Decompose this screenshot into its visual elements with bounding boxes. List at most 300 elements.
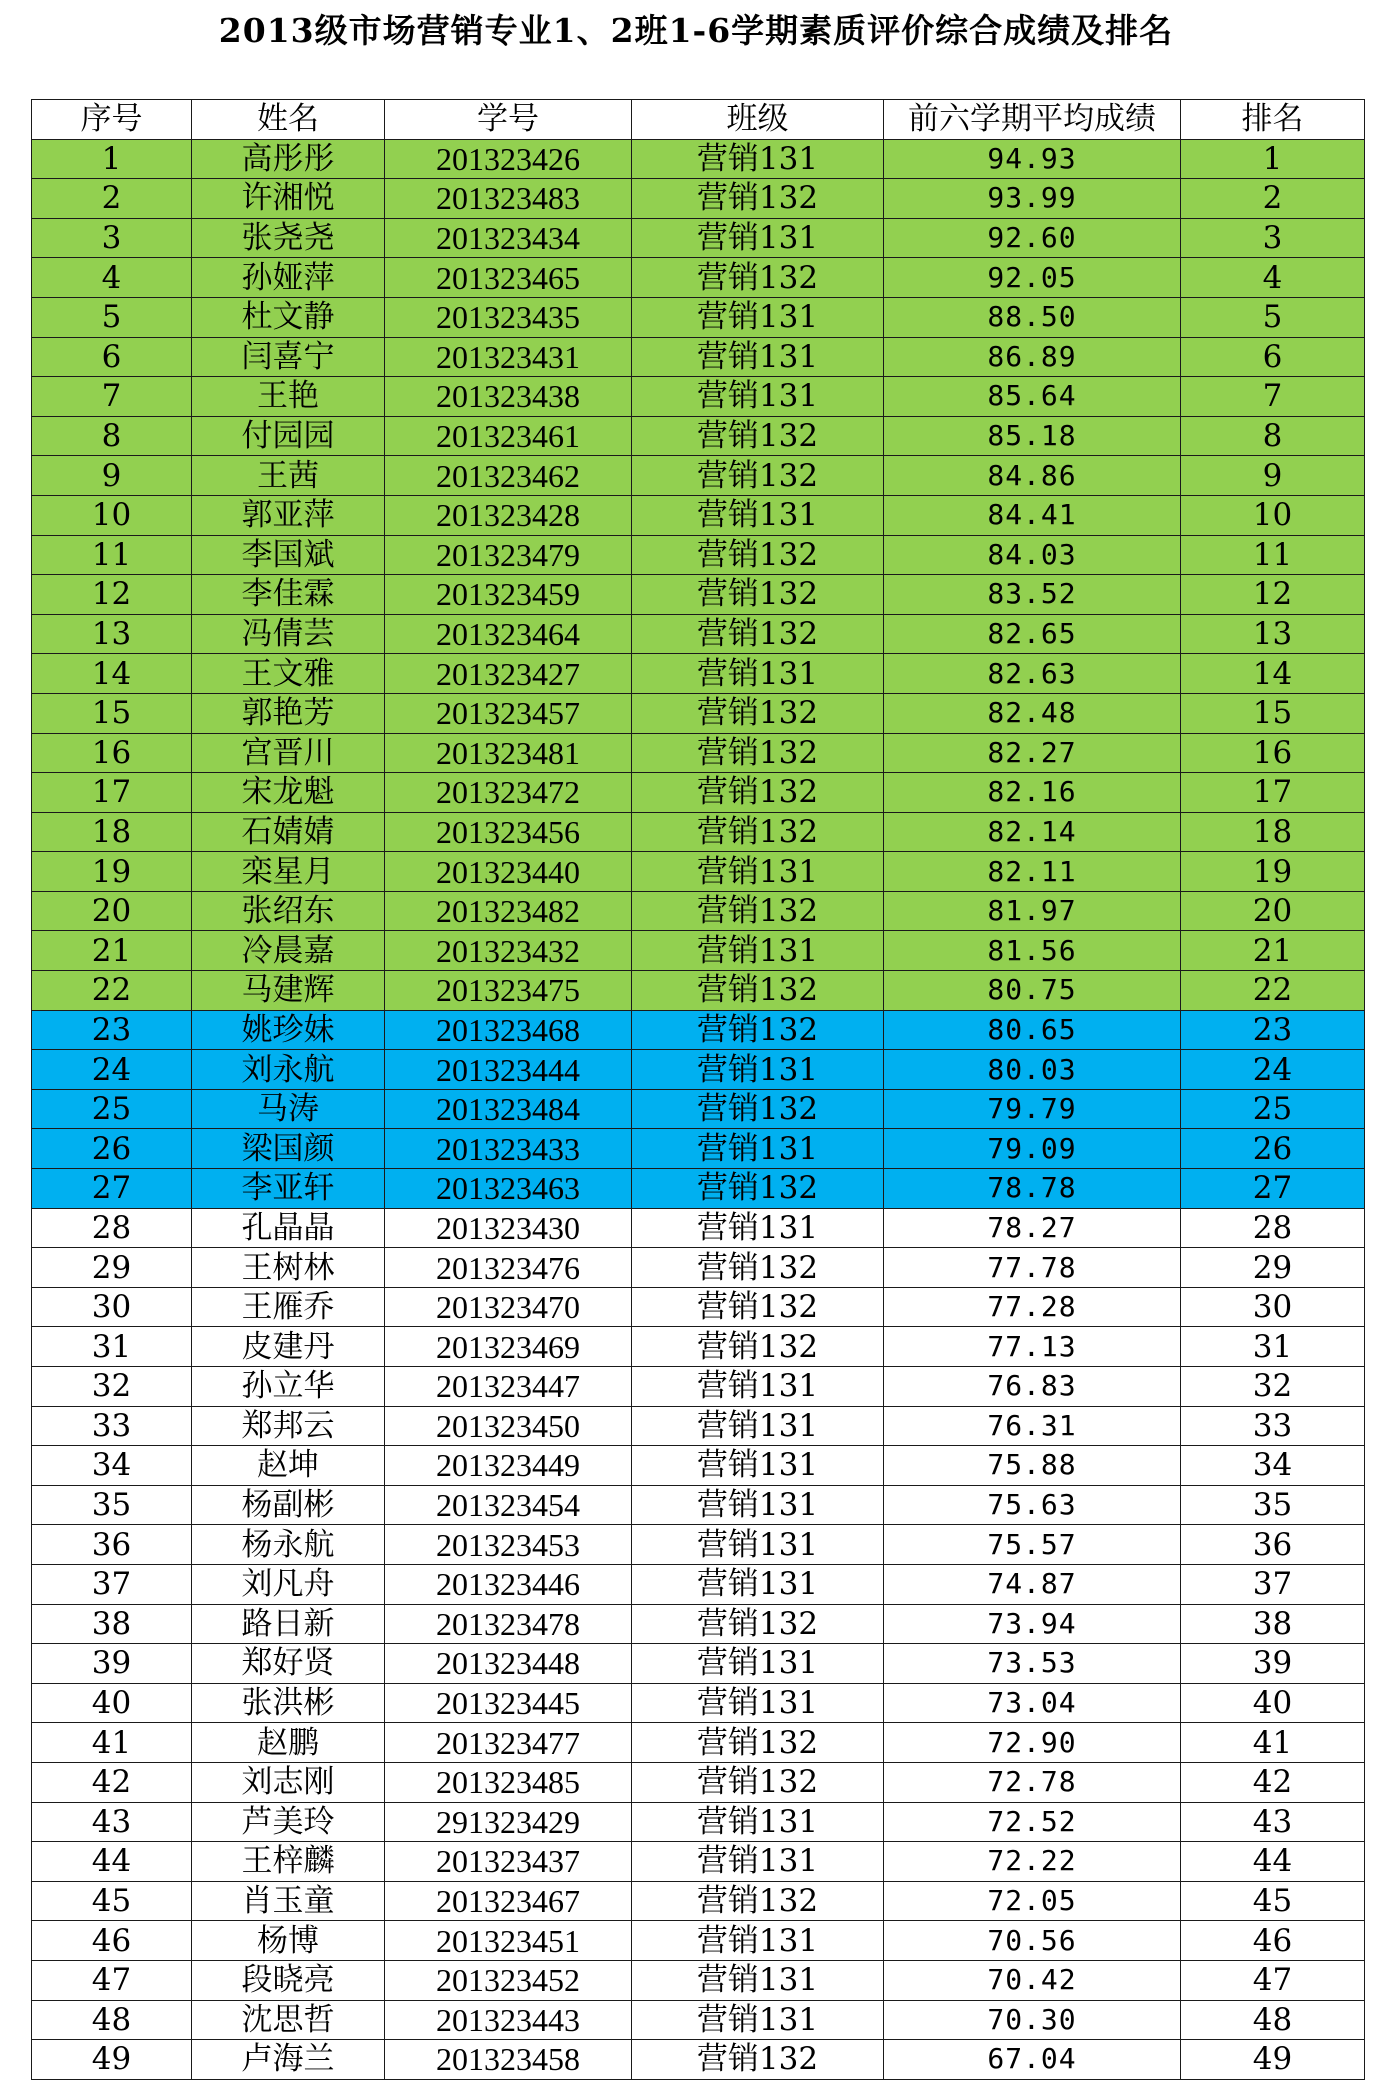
table-row	[32, 535, 1365, 575]
col-header-average: 前六学期平均成绩	[884, 100, 1181, 140]
cell-class: 营销131	[632, 931, 884, 971]
cell-rank: 28	[1181, 1208, 1365, 1248]
cell-average: 72.05	[884, 1881, 1181, 1921]
cell-name: 赵鹏	[192, 1723, 385, 1763]
cell-student-id: 201323479	[385, 535, 632, 575]
cell-name: 高彤彤	[192, 139, 385, 179]
cell-rank: 4	[1181, 258, 1365, 298]
cell-student-id: 201323433	[385, 1129, 632, 1169]
table-row	[32, 1010, 1365, 1050]
cell-rank: 33	[1181, 1406, 1365, 1446]
cell-seq: 40	[32, 1683, 192, 1723]
cell-average: 84.86	[884, 456, 1181, 496]
cell-student-id: 201323458	[385, 2040, 632, 2080]
cell-student-id: 201323470	[385, 1287, 632, 1327]
cell-seq: 14	[32, 654, 192, 694]
cell-class: 营销132	[632, 179, 884, 219]
cell-name: 皮建丹	[192, 1327, 385, 1367]
cell-student-id: 201323434	[385, 218, 632, 258]
cell-seq: 18	[32, 812, 192, 852]
cell-rank: 38	[1181, 1604, 1365, 1644]
cell-seq: 24	[32, 1050, 192, 1090]
cell-name: 李亚轩	[192, 1169, 385, 1209]
cell-rank: 16	[1181, 733, 1365, 773]
cell-student-id: 201323462	[385, 456, 632, 496]
cell-rank: 23	[1181, 1010, 1365, 1050]
cell-rank: 9	[1181, 456, 1365, 496]
table-row	[32, 1446, 1365, 1486]
cell-rank: 14	[1181, 654, 1365, 694]
cell-student-id: 201323461	[385, 416, 632, 456]
table-row	[32, 1723, 1365, 1763]
cell-seq: 30	[32, 1287, 192, 1327]
cell-class: 营销131	[632, 1208, 884, 1248]
cell-rank: 24	[1181, 1050, 1365, 1090]
cell-rank: 22	[1181, 971, 1365, 1011]
cell-student-id: 201323472	[385, 773, 632, 813]
cell-rank: 21	[1181, 931, 1365, 971]
table-row	[32, 1644, 1365, 1684]
cell-name: 段晓亮	[192, 1960, 385, 2000]
cell-name: 郭艳芳	[192, 693, 385, 733]
cell-name: 许湘悦	[192, 179, 385, 219]
cell-average: 82.16	[884, 773, 1181, 813]
cell-average: 74.87	[884, 1564, 1181, 1604]
cell-average: 82.11	[884, 852, 1181, 892]
cell-class: 营销132	[632, 1762, 884, 1802]
table-row	[32, 891, 1365, 931]
cell-class: 营销131	[632, 1485, 884, 1525]
cell-name: 杜文静	[192, 297, 385, 337]
cell-class: 营销132	[632, 2040, 884, 2080]
cell-name: 杨博	[192, 1921, 385, 1961]
cell-seq: 1	[32, 139, 192, 179]
cell-student-id: 201323432	[385, 931, 632, 971]
cell-student-id: 201323476	[385, 1248, 632, 1288]
cell-average: 86.89	[884, 337, 1181, 377]
cell-name: 王梓麟	[192, 1842, 385, 1882]
cell-class: 营销132	[632, 456, 884, 496]
cell-average: 81.56	[884, 931, 1181, 971]
cell-rank: 15	[1181, 693, 1365, 733]
table-row	[32, 456, 1365, 496]
cell-class: 营销131	[632, 1960, 884, 2000]
cell-average: 70.56	[884, 1921, 1181, 1961]
cell-class: 营销132	[632, 1604, 884, 1644]
table-row	[32, 812, 1365, 852]
cell-seq: 48	[32, 2000, 192, 2040]
cell-average: 70.30	[884, 2000, 1181, 2040]
cell-name: 张绍东	[192, 891, 385, 931]
cell-rank: 31	[1181, 1327, 1365, 1367]
cell-average: 84.03	[884, 535, 1181, 575]
cell-seq: 46	[32, 1921, 192, 1961]
table-row	[32, 1802, 1365, 1842]
table-row	[32, 495, 1365, 535]
cell-average: 78.27	[884, 1208, 1181, 1248]
cell-rank: 30	[1181, 1287, 1365, 1327]
cell-average: 81.97	[884, 891, 1181, 931]
cell-student-id: 201323437	[385, 1842, 632, 1882]
cell-seq: 9	[32, 456, 192, 496]
cell-average: 72.22	[884, 1842, 1181, 1882]
cell-class: 营销131	[632, 1842, 884, 1882]
cell-average: 79.79	[884, 1089, 1181, 1129]
table-row	[32, 1564, 1365, 1604]
cell-class: 营销132	[632, 1881, 884, 1921]
cell-name: 冷晨嘉	[192, 931, 385, 971]
cell-rank: 42	[1181, 1762, 1365, 1802]
table-row	[32, 1208, 1365, 1248]
cell-rank: 6	[1181, 337, 1365, 377]
table-row	[32, 654, 1365, 694]
cell-average: 77.28	[884, 1287, 1181, 1327]
cell-average: 85.18	[884, 416, 1181, 456]
cell-seq: 19	[32, 852, 192, 892]
table-row	[32, 1485, 1365, 1525]
cell-seq: 5	[32, 297, 192, 337]
cell-name: 闫喜宁	[192, 337, 385, 377]
cell-class: 营销131	[632, 1644, 884, 1684]
cell-student-id: 201323428	[385, 495, 632, 535]
table-row	[32, 297, 1365, 337]
cell-average: 70.42	[884, 1960, 1181, 2000]
cell-rank: 18	[1181, 812, 1365, 852]
table-row	[32, 139, 1365, 179]
cell-student-id: 201323447	[385, 1367, 632, 1407]
cell-seq: 8	[32, 416, 192, 456]
cell-rank: 47	[1181, 1960, 1365, 2000]
cell-student-id: 201323457	[385, 693, 632, 733]
cell-rank: 17	[1181, 773, 1365, 813]
cell-class: 营销132	[632, 1089, 884, 1129]
cell-average: 92.05	[884, 258, 1181, 298]
cell-class: 营销132	[632, 1327, 884, 1367]
cell-average: 93.99	[884, 179, 1181, 219]
cell-average: 82.63	[884, 654, 1181, 694]
cell-class: 营销132	[632, 1169, 884, 1209]
cell-class: 营销131	[632, 1683, 884, 1723]
cell-seq: 7	[32, 377, 192, 417]
cell-name: 宫晋川	[192, 733, 385, 773]
cell-average: 94.93	[884, 139, 1181, 179]
cell-class: 营销132	[632, 891, 884, 931]
table-row	[32, 1604, 1365, 1644]
cell-seq: 45	[32, 1881, 192, 1921]
table-row	[32, 179, 1365, 219]
cell-average: 80.75	[884, 971, 1181, 1011]
table-row	[32, 1406, 1365, 1446]
cell-student-id: 201323448	[385, 1644, 632, 1684]
cell-class: 营销131	[632, 1406, 884, 1446]
table-row	[32, 852, 1365, 892]
cell-class: 营销131	[632, 1564, 884, 1604]
cell-average: 72.90	[884, 1723, 1181, 1763]
cell-rank: 37	[1181, 1564, 1365, 1604]
cell-class: 营销131	[632, 218, 884, 258]
cell-average: 88.50	[884, 297, 1181, 337]
cell-seq: 34	[32, 1446, 192, 1486]
table-row	[32, 1367, 1365, 1407]
cell-seq: 25	[32, 1089, 192, 1129]
cell-class: 营销131	[632, 1129, 884, 1169]
cell-seq: 4	[32, 258, 192, 298]
cell-name: 石婧婧	[192, 812, 385, 852]
cell-rank: 2	[1181, 179, 1365, 219]
cell-seq: 20	[32, 891, 192, 931]
cell-student-id: 201323450	[385, 1406, 632, 1446]
table-row	[32, 1762, 1365, 1802]
cell-seq: 37	[32, 1564, 192, 1604]
cell-class: 营销131	[632, 1050, 884, 1090]
cell-name: 赵坤	[192, 1446, 385, 1486]
cell-student-id: 201323468	[385, 1010, 632, 1050]
cell-student-id: 201323431	[385, 337, 632, 377]
cell-average: 79.09	[884, 1129, 1181, 1169]
cell-student-id: 201323435	[385, 297, 632, 337]
cell-class: 营销132	[632, 773, 884, 813]
table-row	[32, 2040, 1365, 2080]
cell-average: 85.64	[884, 377, 1181, 417]
cell-student-id: 201323446	[385, 1564, 632, 1604]
cell-name: 郑邦云	[192, 1406, 385, 1446]
cell-rank: 13	[1181, 614, 1365, 654]
cell-rank: 32	[1181, 1367, 1365, 1407]
cell-rank: 36	[1181, 1525, 1365, 1565]
col-header-student-id: 学号	[385, 100, 632, 140]
cell-class: 营销132	[632, 416, 884, 456]
table-body	[32, 139, 1365, 2079]
cell-average: 77.78	[884, 1248, 1181, 1288]
cell-student-id: 291323429	[385, 1802, 632, 1842]
cell-rank: 40	[1181, 1683, 1365, 1723]
cell-student-id: 201323459	[385, 575, 632, 615]
cell-average: 80.65	[884, 1010, 1181, 1050]
cell-rank: 3	[1181, 218, 1365, 258]
cell-seq: 3	[32, 218, 192, 258]
cell-class: 营销131	[632, 495, 884, 535]
cell-seq: 29	[32, 1248, 192, 1288]
cell-seq: 15	[32, 693, 192, 733]
cell-student-id: 201323451	[385, 1921, 632, 1961]
cell-name: 杨副彬	[192, 1485, 385, 1525]
cell-student-id: 201323438	[385, 377, 632, 417]
cell-name: 姚珍妹	[192, 1010, 385, 1050]
cell-name: 沈思哲	[192, 2000, 385, 2040]
cell-rank: 1	[1181, 139, 1365, 179]
cell-average: 77.13	[884, 1327, 1181, 1367]
cell-rank: 39	[1181, 1644, 1365, 1684]
table-row	[32, 1327, 1365, 1367]
cell-seq: 2	[32, 179, 192, 219]
cell-class: 营销132	[632, 971, 884, 1011]
cell-rank: 8	[1181, 416, 1365, 456]
cell-student-id: 201323477	[385, 1723, 632, 1763]
cell-seq: 33	[32, 1406, 192, 1446]
cell-class: 营销131	[632, 1525, 884, 1565]
cell-seq: 28	[32, 1208, 192, 1248]
cell-average: 72.52	[884, 1802, 1181, 1842]
cell-rank: 5	[1181, 297, 1365, 337]
cell-seq: 31	[32, 1327, 192, 1367]
cell-seq: 35	[32, 1485, 192, 1525]
cell-class: 营销131	[632, 1921, 884, 1961]
table-row	[32, 2000, 1365, 2040]
cell-seq: 32	[32, 1367, 192, 1407]
table-row	[32, 337, 1365, 377]
cell-name: 王树林	[192, 1248, 385, 1288]
cell-student-id: 201323444	[385, 1050, 632, 1090]
table-row	[32, 1089, 1365, 1129]
cell-student-id: 201323475	[385, 971, 632, 1011]
cell-seq: 43	[32, 1802, 192, 1842]
cell-seq: 49	[32, 2040, 192, 2080]
cell-student-id: 201323449	[385, 1446, 632, 1486]
cell-rank: 11	[1181, 535, 1365, 575]
cell-seq: 39	[32, 1644, 192, 1684]
cell-seq: 13	[32, 614, 192, 654]
cell-rank: 12	[1181, 575, 1365, 615]
cell-name: 王文雅	[192, 654, 385, 694]
cell-average: 73.04	[884, 1683, 1181, 1723]
cell-rank: 41	[1181, 1723, 1365, 1763]
cell-name: 刘凡舟	[192, 1564, 385, 1604]
cell-seq: 47	[32, 1960, 192, 2000]
cell-seq: 12	[32, 575, 192, 615]
col-header-class: 班级	[632, 100, 884, 140]
cell-average: 75.57	[884, 1525, 1181, 1565]
cell-class: 营销131	[632, 337, 884, 377]
cell-class: 营销132	[632, 535, 884, 575]
cell-rank: 29	[1181, 1248, 1365, 1288]
table-row	[32, 1881, 1365, 1921]
cell-average: 82.14	[884, 812, 1181, 852]
table-row	[32, 1169, 1365, 1209]
cell-name: 栾星月	[192, 852, 385, 892]
table-row	[32, 773, 1365, 813]
cell-name: 马建辉	[192, 971, 385, 1011]
cell-class: 营销132	[632, 258, 884, 298]
cell-average: 75.63	[884, 1485, 1181, 1525]
cell-average: 82.65	[884, 614, 1181, 654]
cell-name: 杨永航	[192, 1525, 385, 1565]
cell-class: 营销131	[632, 654, 884, 694]
cell-average: 73.53	[884, 1644, 1181, 1684]
cell-student-id: 201323483	[385, 179, 632, 219]
cell-name: 王茜	[192, 456, 385, 496]
cell-student-id: 201323465	[385, 258, 632, 298]
cell-class: 营销132	[632, 575, 884, 615]
table-row	[32, 377, 1365, 417]
table-row	[32, 1525, 1365, 1565]
cell-student-id: 201323426	[385, 139, 632, 179]
cell-class: 营销132	[632, 1287, 884, 1327]
cell-seq: 26	[32, 1129, 192, 1169]
cell-student-id: 201323463	[385, 1169, 632, 1209]
cell-average: 82.48	[884, 693, 1181, 733]
table-row	[32, 1842, 1365, 1882]
cell-class: 营销131	[632, 1367, 884, 1407]
cell-seq: 27	[32, 1169, 192, 1209]
cell-average: 75.88	[884, 1446, 1181, 1486]
cell-student-id: 201323427	[385, 654, 632, 694]
cell-name: 孙娅萍	[192, 258, 385, 298]
cell-name: 路日新	[192, 1604, 385, 1644]
cell-name: 卢海兰	[192, 2040, 385, 2080]
cell-class: 营销131	[632, 1446, 884, 1486]
cell-name: 刘永航	[192, 1050, 385, 1090]
cell-class: 营销132	[632, 1723, 884, 1763]
cell-name: 王雁乔	[192, 1287, 385, 1327]
cell-name: 马涛	[192, 1089, 385, 1129]
cell-name: 李国斌	[192, 535, 385, 575]
cell-seq: 23	[32, 1010, 192, 1050]
cell-average: 73.94	[884, 1604, 1181, 1644]
cell-name: 刘志刚	[192, 1762, 385, 1802]
cell-average: 82.27	[884, 733, 1181, 773]
cell-student-id: 201323452	[385, 1960, 632, 2000]
cell-average: 67.04	[884, 2040, 1181, 2080]
table-row	[32, 1921, 1365, 1961]
cell-rank: 27	[1181, 1169, 1365, 1209]
cell-seq: 10	[32, 495, 192, 535]
cell-rank: 26	[1181, 1129, 1365, 1169]
cell-name: 肖玉童	[192, 1881, 385, 1921]
cell-student-id: 201323430	[385, 1208, 632, 1248]
table-row	[32, 1248, 1365, 1288]
cell-rank: 20	[1181, 891, 1365, 931]
cell-student-id: 201323456	[385, 812, 632, 852]
cell-average: 72.78	[884, 1762, 1181, 1802]
table-row	[32, 258, 1365, 298]
cell-seq: 38	[32, 1604, 192, 1644]
table-row	[32, 693, 1365, 733]
cell-average: 80.03	[884, 1050, 1181, 1090]
cell-name: 孙立华	[192, 1367, 385, 1407]
cell-class: 营销131	[632, 2000, 884, 2040]
cell-name: 芦美玲	[192, 1802, 385, 1842]
cell-seq: 42	[32, 1762, 192, 1802]
cell-rank: 48	[1181, 2000, 1365, 2040]
table-row	[32, 1683, 1365, 1723]
cell-class: 营销132	[632, 693, 884, 733]
cell-average: 78.78	[884, 1169, 1181, 1209]
cell-class: 营销131	[632, 377, 884, 417]
cell-seq: 41	[32, 1723, 192, 1763]
cell-rank: 46	[1181, 1921, 1365, 1961]
col-header-name: 姓名	[192, 100, 385, 140]
cell-seq: 21	[32, 931, 192, 971]
table-row	[32, 733, 1365, 773]
cell-seq: 11	[32, 535, 192, 575]
header-row	[32, 100, 1365, 140]
cell-class: 营销131	[632, 139, 884, 179]
cell-seq: 16	[32, 733, 192, 773]
cell-student-id: 201323484	[385, 1089, 632, 1129]
table-row	[32, 931, 1365, 971]
cell-student-id: 201323485	[385, 1762, 632, 1802]
cell-class: 营销131	[632, 1802, 884, 1842]
cell-class: 营销132	[632, 1248, 884, 1288]
cell-name: 王艳	[192, 377, 385, 417]
cell-student-id: 201323464	[385, 614, 632, 654]
cell-name: 郭亚萍	[192, 495, 385, 535]
table-row	[32, 614, 1365, 654]
cell-name: 付园园	[192, 416, 385, 456]
grades-table	[31, 99, 1365, 2080]
cell-rank: 34	[1181, 1446, 1365, 1486]
cell-name: 李佳霖	[192, 575, 385, 615]
